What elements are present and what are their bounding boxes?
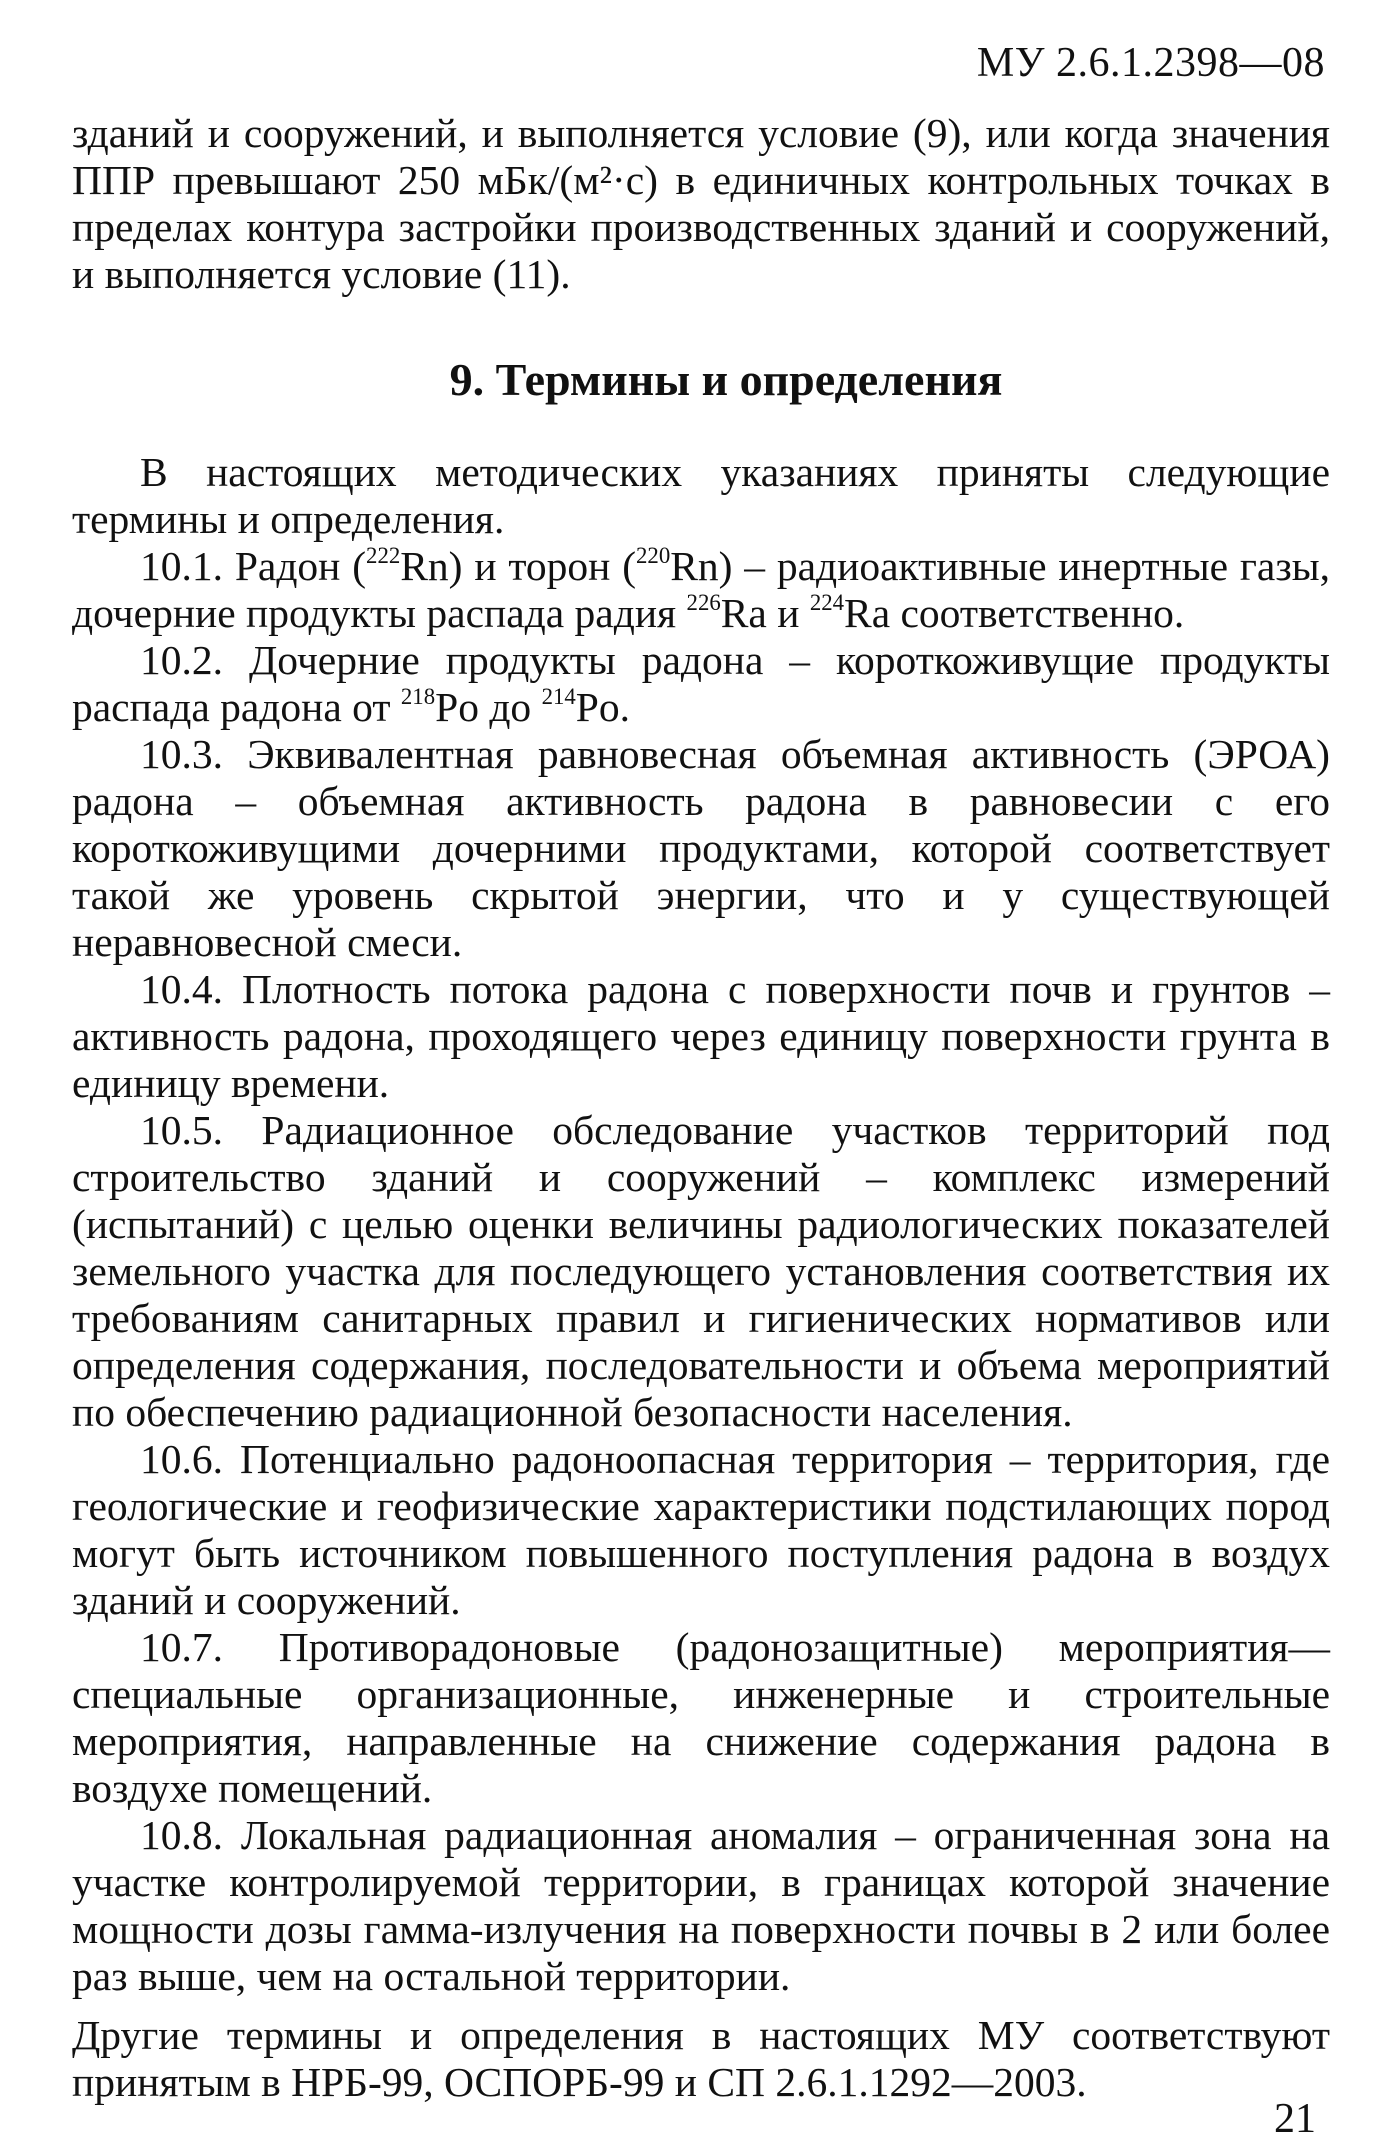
term-number: 10.5.: [140, 1107, 223, 1153]
isotope-mass: 214: [541, 683, 576, 709]
term-number: 10.3.: [140, 731, 223, 777]
page-number: 21: [1274, 2096, 1316, 2142]
term-10-8: [72, 1812, 1330, 2000]
term-10-2: 10.2. Дочерние продукты радона – короткоживущие продукты распада радона от $^{218}$Po до $^{214}$Po.: [72, 637, 1331, 730]
term-10-7: [72, 1624, 1330, 1812]
term-text: Локальная радиационная аномалия – ограниченная зона на участке контролируемой территории, в границах которой значение мощности дозы гамма-излучения на поверхности почвы в 2 или более раз выше, чем на остальной территории.: [72, 1812, 1331, 1999]
term-10-5: [72, 1107, 1330, 1436]
term-text: Противорадоновые (радонозащитные) мероприятия— специальные организационные, инженерные и строительные мероприятия, направленные на снижение содержания радона в воздухе помещений.: [72, 1624, 1330, 1811]
term-10-6: [72, 1436, 1330, 1624]
document-code: МУ 2.6.1.2398—08: [976, 40, 1325, 86]
term-number: 10.2.: [140, 637, 223, 683]
isotope-mass: 218: [400, 683, 436, 709]
term-10-3: [72, 731, 1330, 966]
term-number: 10.8.: [140, 1812, 223, 1858]
term-text: Эквивалентная равновесная объемная активность (ЭРОА) радона – объемная активность радона в равновесии с его короткоживущими дочерними продуктами, которой соответствует такой же уровень скрытой энергии, что и у существующей неравновесной смеси.: [72, 731, 1331, 965]
isotope-mass: 224: [809, 589, 845, 615]
term-number: 10.1.: [140, 543, 223, 589]
term-10-1: 10.1. Радон ($^{222}$Rn) и торон ($^{220}$Rn) – радиоактивные инертные газы, дочерние продукты распада радия $^{226}$Ra и $^{224}$Ra соответственно.: [72, 542, 1330, 636]
term-10-4: [72, 966, 1330, 1107]
isotope-mass: 220: [636, 542, 671, 568]
term-number: 10.6.: [140, 1436, 223, 1482]
closing-paragraph: Другие термины и определения в настоящих МУ соответствуют принятым в НРБ-99, ОСПОРБ-99 и СП 2.6.1.1292—2003.: [72, 2012, 1330, 2105]
page-content: [72, 110, 1330, 2106]
term-number: 10.4.: [140, 966, 223, 1012]
intro-paragraph: зданий и сооружений, и выполняется условие (9), или когда значения ППР превышают 250 мБк/(м²·с) в единичных контрольных точках в пределах контура застройки производственных зданий и сооружений, и выполняется условие (11).: [72, 110, 1330, 297]
term-text: Потенциально радоноопасная территория – территория, где геологические и геофизические характеристики подстилающих пород могут быть источником повышенного поступления радона в воздух зданий и сооружений.: [72, 1436, 1331, 1623]
isotope-mass: 222: [366, 542, 401, 568]
term-text: Плотность потока радона с поверхности почв и грунтов – активность радона, проходящего через единицу поверхности грунта в единицу времени.: [72, 966, 1331, 1106]
isotope-mass: 226: [686, 589, 721, 615]
section-lead: В настоящих методических указаниях приняты следующие термины и определения.: [72, 449, 1330, 542]
term-text: Радиационное обследование участков территорий под строительство зданий и сооружений – комплекс измерений (испытаний) с целью оценки величины радиологических показателей земельного участка для последующего установления соответствия их требованиям санитарных правил и гигиенических нормативов или определения содержания, последовательности и объема мероприятий по обеспечению радиационной безопасности населения.: [72, 1107, 1330, 1435]
term-number: 10.7.: [140, 1624, 223, 1670]
section-title: 9. Термины и определения: [449, 354, 1003, 405]
